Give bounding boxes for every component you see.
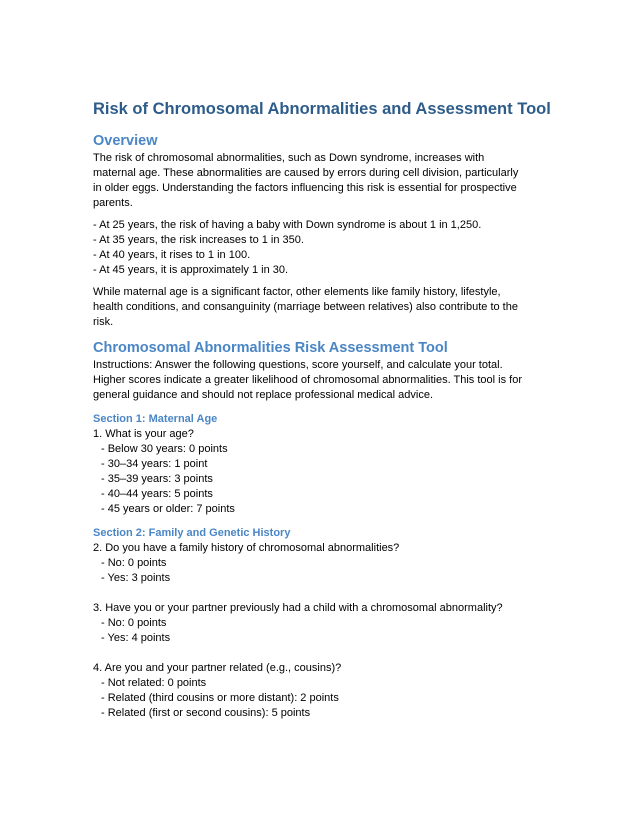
list-item: - At 40 years, it rises to 1 in 100. (93, 249, 251, 261)
question-2 (93, 541, 588, 586)
text-line: general guidance and should not replace professional medical advice. (93, 389, 434, 401)
answer-option: - 30–34 years: 1 point (101, 458, 208, 470)
text-line: risk. (93, 316, 114, 328)
text-line: The risk of chromosomal abnormalities, such as Down syndrome, increases with (93, 152, 485, 164)
document-title: Risk of Chromosomal Abnormalities and Assessment Tool (93, 100, 551, 118)
text-line: Higher scores indicate a greater likelihood of chromosomal abnormalities. This tool is for (93, 374, 522, 386)
list-item: - At 25 years, the risk of having a baby with Down syndrome is about 1 in 1,250. (93, 219, 482, 231)
list-item: - At 45 years, it is approximately 1 in 30. (93, 264, 289, 276)
question-1 (93, 427, 588, 517)
list-item: - At 35 years, the risk increases to 1 in 350. (93, 234, 304, 246)
answer-option: - 45 years or older: 7 points (101, 503, 235, 515)
answer-option: - Yes: 4 points (101, 632, 171, 644)
answer-option: - Not related: 0 points (101, 677, 207, 689)
text-line: Instructions: Answer the following questions, score yourself, and calculate your total. (93, 359, 503, 371)
answer-option: - No: 0 points (101, 617, 167, 629)
question-text: 3. Have you or your partner previously had a child with a chromosomal abnormality? (93, 602, 503, 614)
text-line: maternal age. These abnormalities are caused by errors during cell division, particularly (93, 167, 519, 179)
answer-option: - 40–44 years: 5 points (101, 488, 213, 500)
answer-option: - Below 30 years: 0 points (101, 443, 228, 455)
section-1-heading: Section 1: Maternal Age (93, 413, 218, 425)
text-line: While maternal age is a significant factor, other elements like family history, lifestyle, (93, 286, 501, 298)
risk-factors-paragraph (93, 285, 588, 330)
question-3 (93, 601, 588, 646)
text-line: in older eggs. Understanding the factors influencing this risk is essential for prospective (93, 182, 517, 194)
overview-paragraph (93, 151, 588, 211)
question-text: 1. What is your age? (93, 428, 194, 440)
text-line: health conditions, and consanguinity (marriage between relatives) also contribute to the (93, 301, 518, 313)
section-2-heading: Section 2: Family and Genetic History (93, 527, 291, 539)
question-4 (93, 661, 588, 721)
question-text: 4. Are you and your partner related (e.g., cousins)? (93, 662, 342, 674)
answer-option: - Related (first or second cousins): 5 points (101, 707, 311, 719)
question-text: 2. Do you have a family history of chromosomal abnormalities? (93, 542, 400, 554)
answer-option: - 35–39 years: 3 points (101, 473, 213, 485)
answer-option: - Yes: 3 points (101, 572, 171, 584)
assessment-tool-heading: Chromosomal Abnormalities Risk Assessment Tool (93, 340, 448, 356)
answer-option: - No: 0 points (101, 557, 167, 569)
answer-option: - Related (third cousins or more distant): 2 points (101, 692, 339, 704)
overview-heading: Overview (93, 133, 158, 149)
text-line: parents. (93, 197, 133, 209)
age-risk-list (93, 218, 588, 278)
instructions-paragraph (93, 358, 588, 403)
